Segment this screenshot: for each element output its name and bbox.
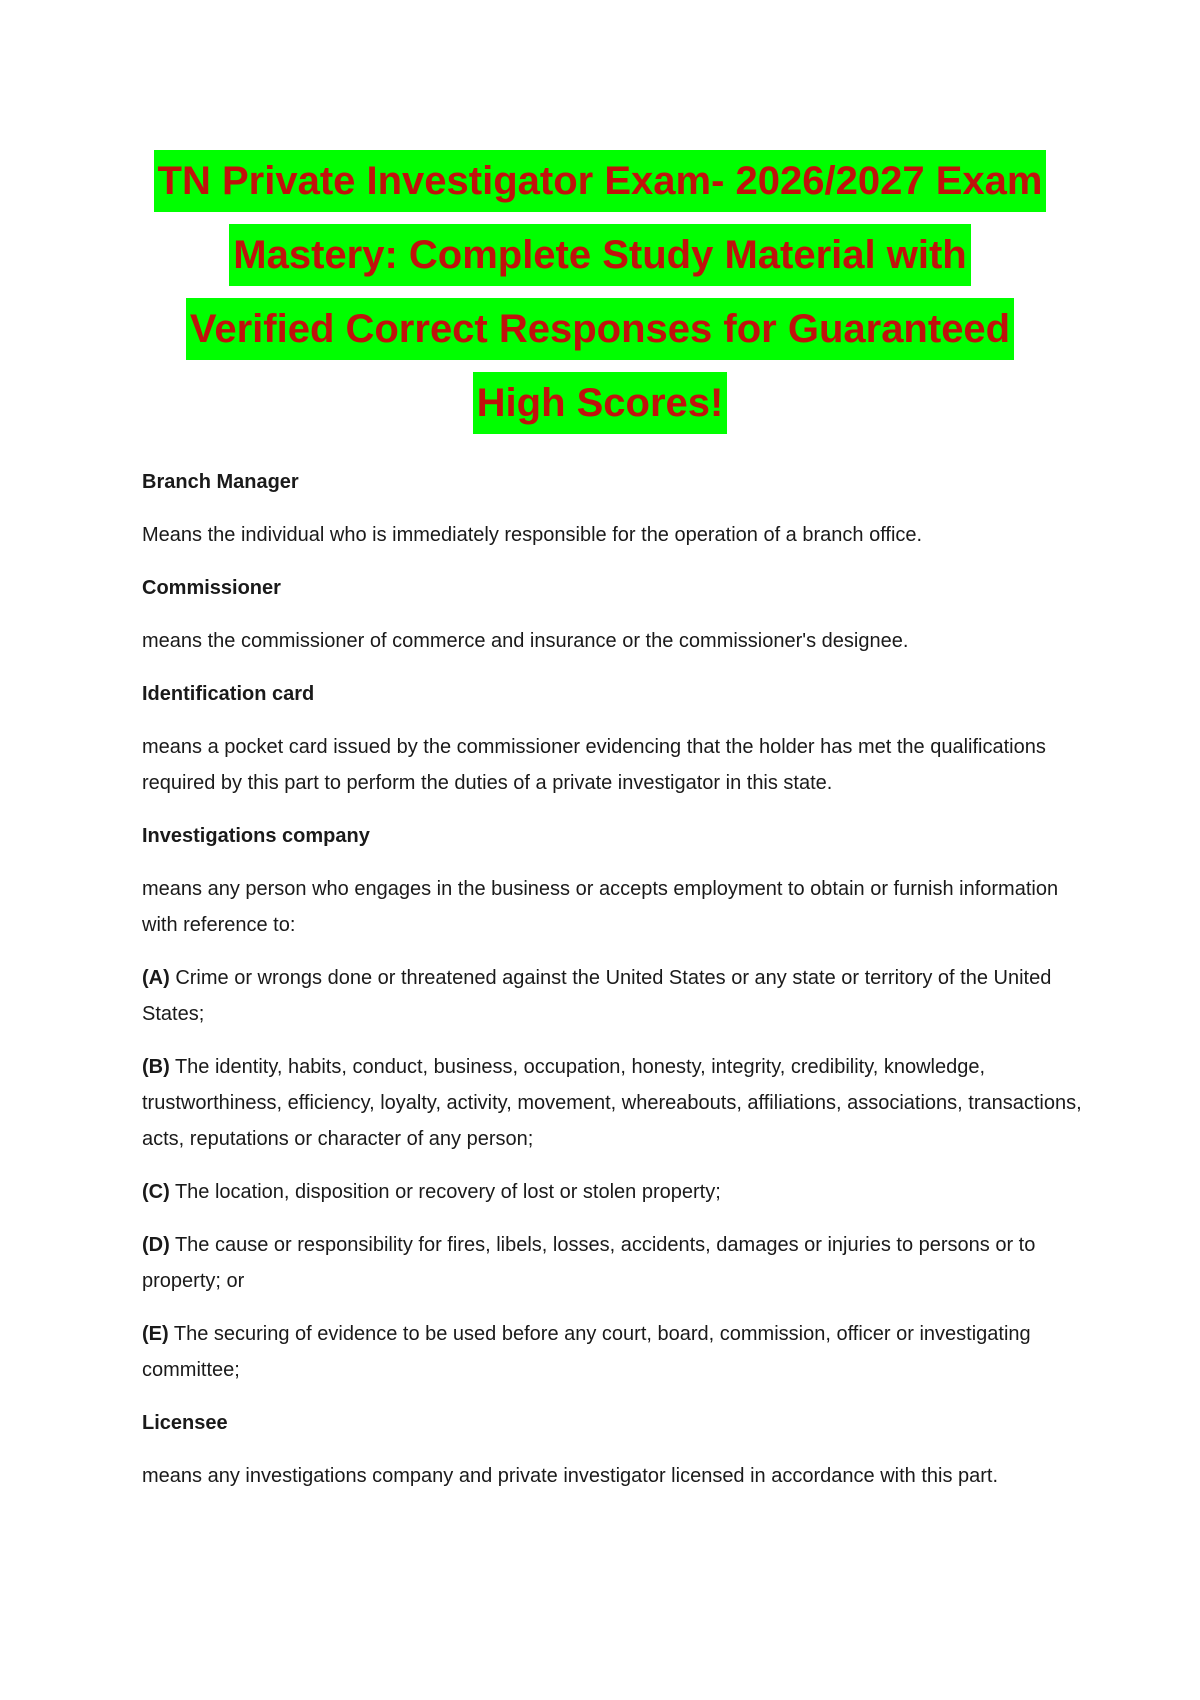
term-investigations-company: Investigations company xyxy=(142,825,370,847)
list-text-b: The identity, habits, conduct, business, occupation, honesty, integrity, credibility, knowledge, trustworthiness, efficiency, loyalty, activity, movement, whereabouts, affiliations, associations, transactions, acts, reputations or character of any person; xyxy=(142,1056,1082,1150)
list-text-e: The securing of evidence to be used before any court, board, commission, officer or investigating committee; xyxy=(142,1323,1031,1381)
list-item-c xyxy=(142,1174,1082,1210)
document-title xyxy=(120,150,1080,446)
list-label-d: (D) xyxy=(142,1234,170,1256)
definition-investigations-company: means any person who engages in the business or accepts employment to obtain or furnish information with reference to: xyxy=(142,878,1059,936)
list-item-d xyxy=(142,1227,1082,1299)
title-line-2: Mastery: Complete Study Material with xyxy=(229,224,970,286)
list-text-a: Crime or wrongs done or threatened against the United States or any state or territory of the United States; xyxy=(142,967,1052,1025)
list-label-c: (C) xyxy=(142,1181,170,1203)
term-licensee: Licensee xyxy=(142,1412,228,1434)
title-line-3: Verified Correct Responses for Guaranteed xyxy=(186,298,1014,360)
list-item-e xyxy=(142,1316,1082,1388)
term-identification-card: Identification card xyxy=(142,683,315,705)
list-label-e: (E) xyxy=(142,1323,169,1345)
list-label-a: (A) xyxy=(142,967,170,989)
list-text-d: The cause or responsibility for fires, libels, losses, accidents, damages or injuries to persons or to property; or xyxy=(142,1234,1036,1292)
document-body xyxy=(142,464,1082,1511)
list-item-a xyxy=(142,960,1082,1032)
list-item-b xyxy=(142,1049,1082,1157)
definition-licensee: means any investigations company and private investigator licensed in accordance with this part. xyxy=(142,1465,999,1487)
definition-branch-manager: Means the individual who is immediately responsible for the operation of a branch office. xyxy=(142,524,923,546)
term-branch-manager: Branch Manager xyxy=(142,471,299,493)
definition-commissioner: means the commissioner of commerce and insurance or the commissioner's designee. xyxy=(142,630,909,652)
list-label-b: (B) xyxy=(142,1056,170,1078)
list-text-c: The location, disposition or recovery of lost or stolen property; xyxy=(169,1181,721,1203)
definition-identification-card: means a pocket card issued by the commissioner evidencing that the holder has met the qualifications required by this part to perform the duties of a private investigator in this state. xyxy=(142,736,1046,794)
term-commissioner: Commissioner xyxy=(142,577,281,599)
title-line-4: High Scores! xyxy=(473,372,728,434)
title-line-1: TN Private Investigator Exam- 2026/2027 Exam xyxy=(154,150,1047,212)
